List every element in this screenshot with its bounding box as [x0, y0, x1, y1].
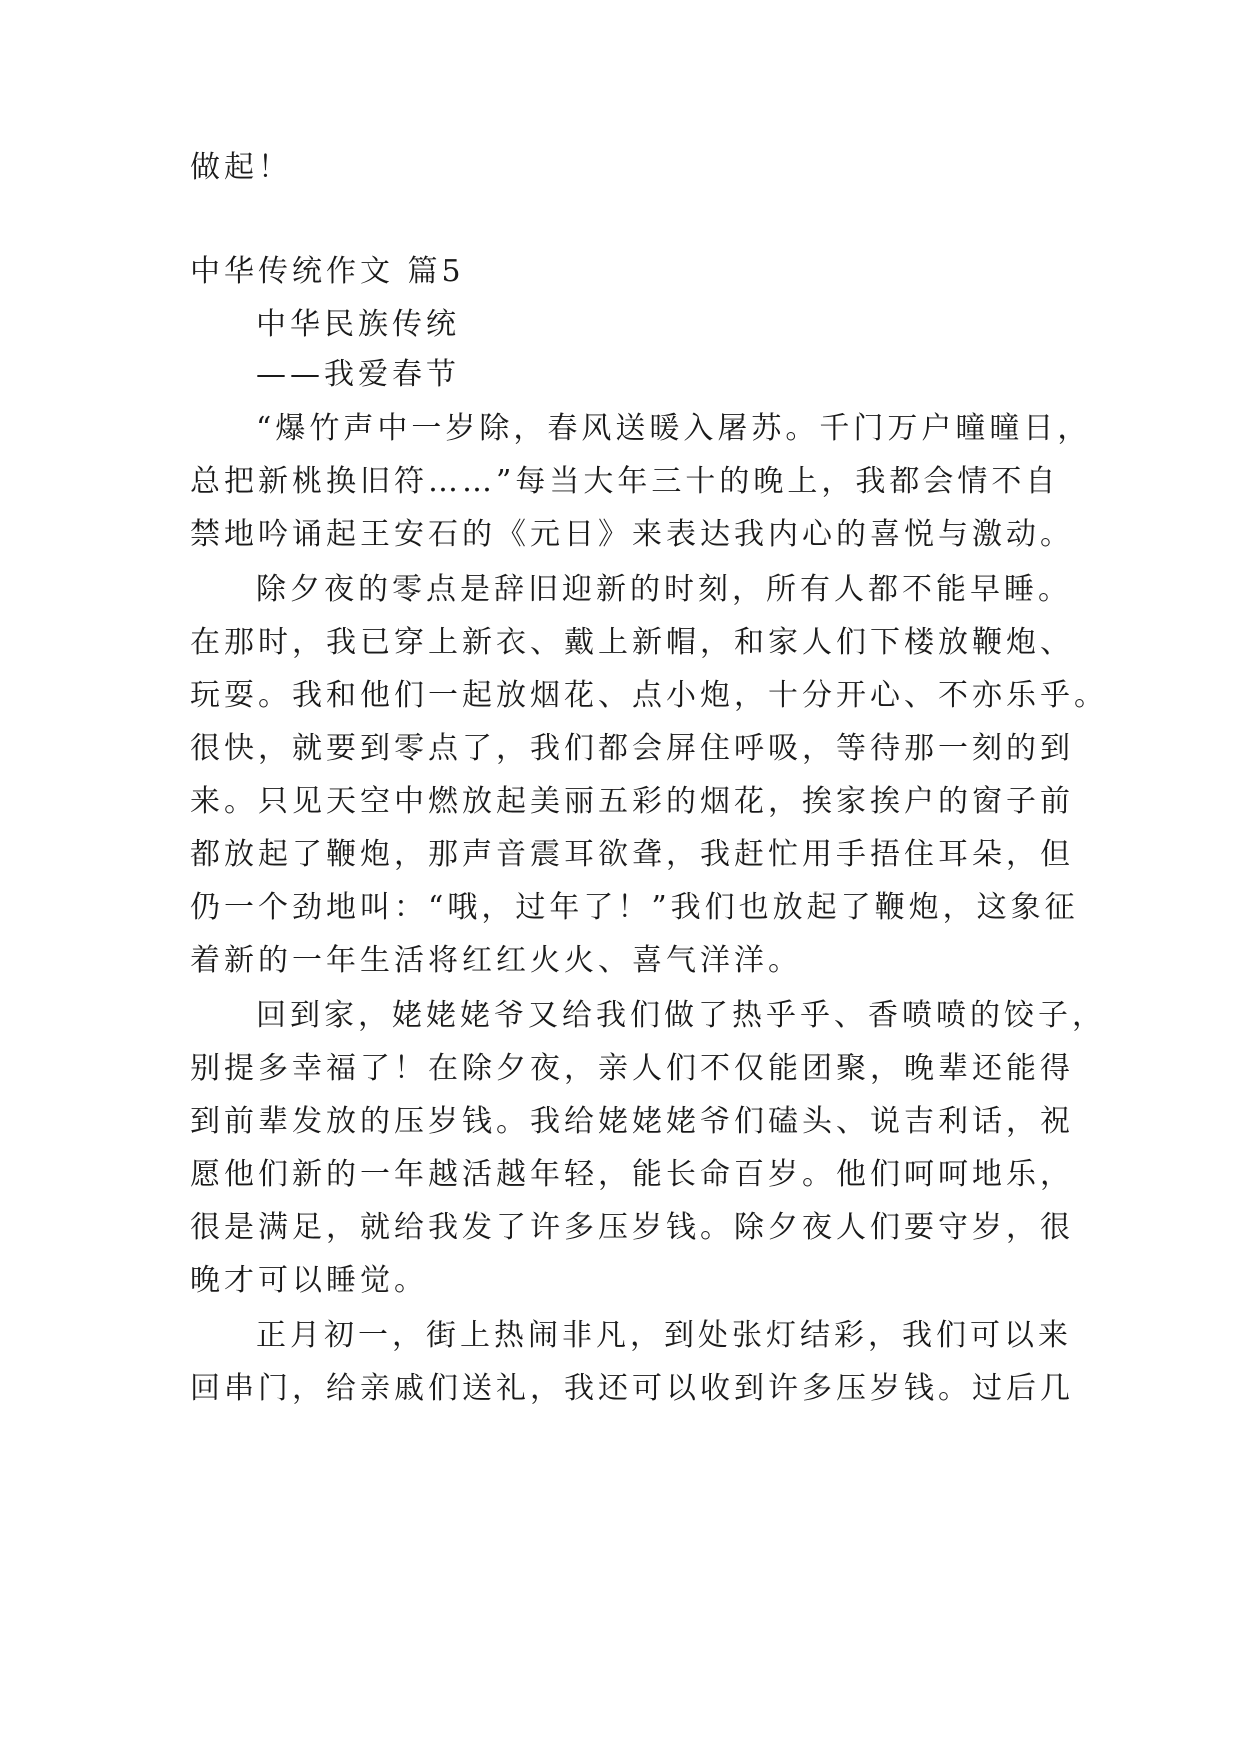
paragraph-line: 别提多幸福了！在除夕夜，亲人们不仅能团聚，晚辈还能得 [190, 1051, 1074, 1086]
paragraph-line: 很快，就要到零点了，我们都会屏住呼吸，等待那一刻的到 [190, 731, 1074, 766]
paragraph-line: 到前辈发放的压岁钱。我给姥姥姥爷们磕头、说吉利话，祝 [190, 1104, 1074, 1139]
paragraph-line: 回到家，姥姥姥爷又给我们做了热乎乎、香喷喷的饺子， [256, 998, 1106, 1033]
paragraph-line: 做起！ [190, 150, 292, 185]
paragraph-line: 总把新桃换旧符……”每当大年三十的晚上，我都会情不自 [190, 464, 1060, 499]
essay-subtitle: ——我爱春节 [256, 357, 460, 392]
paragraph-line: 在那时，我已穿上新衣、戴上新帽，和家人们下楼放鞭炮、 [190, 625, 1074, 660]
paragraph-line: 回串门，给亲戚们送礼，我还可以收到许多压岁钱。过后几 [190, 1371, 1074, 1406]
paragraph-line: 正月初一，街上热闹非凡，到处张灯结彩，我们可以来 [256, 1318, 1072, 1353]
paragraph-line: 仍一个劲地叫：“哦，过年了！”我们也放起了鞭炮，这象征 [190, 890, 1079, 925]
paragraph-line: “爆竹声中一岁除，春风送暖入屠苏。千门万户曈曈日， [256, 411, 1092, 446]
section-heading: 中华传统作文 篇5 [190, 254, 465, 289]
paragraph-line: 禁地吟诵起王安石的《元日》来表达我内心的喜悦与激动。 [190, 517, 1074, 552]
paragraph-line: 玩耍。我和他们一起放烟花、点小炮，十分开心、不亦乐乎。 [190, 678, 1108, 713]
paragraph-line: 着新的一年生活将红红火火、喜气洋洋。 [190, 943, 802, 978]
essay-title: 中华民族传统 [256, 307, 460, 342]
paragraph-line: 都放起了鞭炮，那声音震耳欲聋，我赶忙用手捂住耳朵，但 [190, 837, 1074, 872]
paragraph-line: 来。只见天空中燃放起美丽五彩的烟花，挨家挨户的窗子前 [190, 784, 1074, 819]
paragraph-line: 很是满足，就给我发了许多压岁钱。除夕夜人们要守岁，很 [190, 1210, 1074, 1245]
paragraph-line: 晚才可以睡觉。 [190, 1263, 428, 1298]
paragraph-line: 除夕夜的零点是辞旧迎新的时刻，所有人都不能早睡。 [256, 572, 1072, 607]
paragraph-line: 愿他们新的一年越活越年轻，能长命百岁。他们呵呵地乐， [190, 1157, 1074, 1192]
